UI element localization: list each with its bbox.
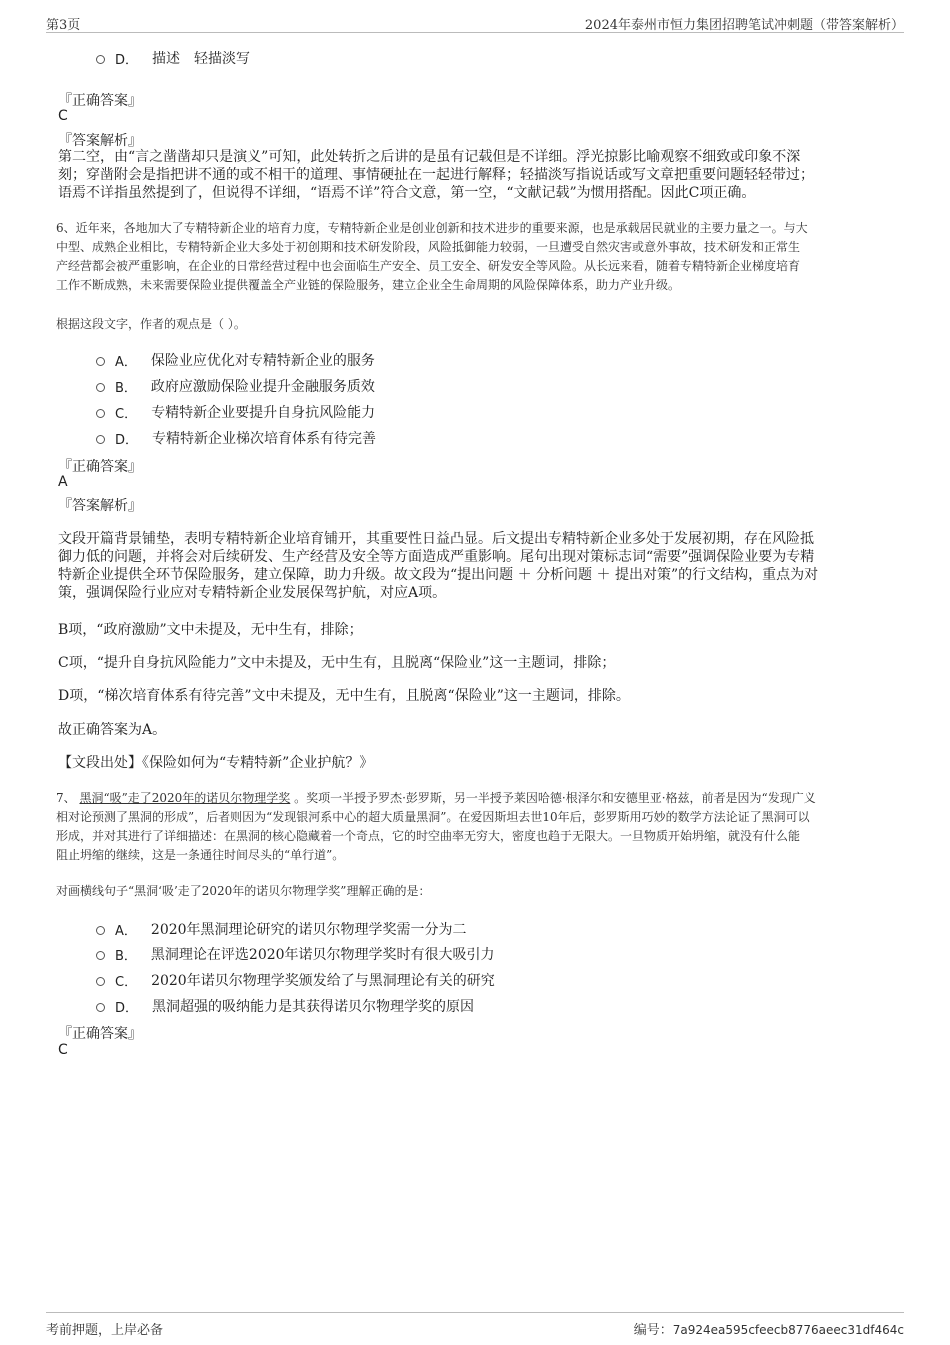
option-text: 专精特新企业梯次培育体系有待完善 (152, 431, 377, 447)
analysis-line: 策，强调保险行业应对专精特新企业发展保驾护航，对应A项。 (58, 585, 447, 601)
q6-correct-answer-label: 『正确答案』 (58, 459, 142, 475)
stem-line: 阻止坍缩的继续，这是一条通往时间尽头的“单行道”。 (56, 848, 345, 862)
q7-option-b[interactable] (96, 944, 495, 964)
q7-option-c[interactable] (96, 970, 495, 990)
footer-slogan: 考前押题，上岸必备 (46, 1323, 164, 1338)
q5-correct-answer-label: 『正确答案』 (58, 93, 142, 109)
radio-icon[interactable] (96, 55, 105, 64)
radio-icon[interactable] (96, 357, 105, 366)
radio-icon[interactable] (96, 977, 105, 986)
q7-option-d[interactable] (96, 996, 474, 1016)
q5-analysis (58, 148, 888, 202)
underlined-sentence: 黑洞“吸”走了2020年的诺贝尔物理学奖 (79, 791, 291, 805)
q7-correct-answer-label: 『正确答案』 (58, 1026, 142, 1042)
stem-line-first (56, 789, 898, 808)
q5-option-d[interactable] (96, 48, 250, 68)
q6-analysis-b: B项，“政府激励”文中未提及，无中生有，排除； (58, 622, 363, 638)
code-label: 编号： (633, 1323, 673, 1338)
radio-icon[interactable] (96, 951, 105, 960)
q5-answer: C (58, 108, 68, 124)
option-text: 2020年黑洞理论研究的诺贝尔物理学奖需一分为二 (150, 922, 467, 938)
analysis-line: 刻；穿凿附会是指把讲不通的或不相干的道理、事情硬扯在一起进行解释；轻描淡写指说话或写文章把重要问题轻轻带过； (58, 167, 814, 183)
q6-answer: A (58, 474, 68, 490)
option-text: 黑洞理论在评选2020年诺贝尔物理学奖时有很大吸引力 (150, 947, 495, 963)
option-text: 黑洞超强的吸纳能力是其获得诺贝尔物理学奖的原因 (152, 999, 475, 1015)
radio-icon[interactable] (96, 409, 105, 418)
option-letter: A． (115, 923, 137, 939)
stem-line: 中型、成熟企业相比，专精特新企业大多处于初创期和技术研发阶段，风险抵御能力较弱，一旦遭受自然灾害或意外事故，技术研发和正常生 (56, 240, 801, 254)
q6-question: 根据这段文字，作者的观点是（ ）。 (56, 317, 246, 331)
option-letter: C． (115, 406, 138, 422)
analysis-line: 语焉不详指虽然提到了，但说得不详细，“语焉不详”符合文意，第一空，“文献记载”为惯用搭配。因此C项正确。 (58, 185, 756, 201)
analysis-line: 御力低的问题，并将会对后续研发、生产经营及安全等方面造成严重影响。尾句出现对策标志词“需要”强调保险业要为专精 (58, 549, 815, 565)
option-letter: B． (115, 380, 137, 396)
radio-icon[interactable] (96, 926, 105, 935)
analysis-line: 文段开篇背景铺垫，表明专精特新企业培育铺开，其重要性日益凸显。后文提出专精特新企业多处于发展初期，存在风险抵 (58, 531, 814, 547)
option-text: 描述 轻描淡写 (152, 51, 251, 67)
q6-option-a[interactable] (96, 350, 375, 370)
stem-text: 。奖项一半授予罗杰·彭罗斯，另一半授予莱因哈德·根泽尔和安德里亚·格兹，前者是因为“发现广义 (294, 791, 816, 805)
q6-analysis-label: 『答案解析』 (58, 498, 142, 514)
page-footer (46, 1312, 904, 1337)
question-number: 7、 (56, 791, 76, 805)
option-text: 2020年诺贝尔物理学奖颁发给了与黑洞理论有关的研究 (151, 973, 495, 989)
option-text: 保险业应优化对专精特新企业的服务 (150, 353, 375, 369)
option-letter: D． (115, 432, 139, 448)
document-title: 2024年泰州市恒力集团招聘笔试冲刺题（带答案解析） (584, 18, 904, 33)
stem-line: 6、近年来，各地加大了专精特新企业的培育力度，专精特新企业是创业创新和技术进步的重要来源，也是承载居民就业的主要力量之一。与大 (56, 221, 808, 235)
code-value: 7a924ea595cfeecb8776aeec31df464c (672, 1323, 904, 1337)
q6-stem (56, 219, 898, 295)
q6-option-b[interactable] (96, 376, 375, 396)
option-letter: D． (115, 52, 139, 68)
q6-analysis-d: D项，“梯次培育体系有待完善”文中未提及，无中生有，且脱离“保险业”这一主题词，排除。 (58, 688, 630, 704)
option-letter: A． (115, 354, 137, 370)
option-text: 专精特新企业要提升自身抗风险能力 (151, 405, 376, 421)
option-letter: B． (115, 948, 137, 964)
q6-analysis (58, 530, 888, 602)
q7-answer: C (58, 1042, 68, 1058)
q6-option-d[interactable] (96, 428, 376, 448)
analysis-line: 第二空，由“言之凿凿却只是演义”可知，此处转折之后讲的是虽有记载但是不详细。浮光掠影比喻观察不细致或印象不深 (58, 149, 801, 165)
document-code (634, 1319, 904, 1338)
q6-option-c[interactable] (96, 402, 375, 422)
q6-source: 【文段出处】《保险如何为“专精特新”企业护航？》 (58, 755, 374, 771)
q7-option-a[interactable] (96, 919, 467, 939)
radio-icon[interactable] (96, 435, 105, 444)
option-letter: C． (115, 974, 138, 990)
radio-icon[interactable] (96, 383, 105, 392)
page-number: 第3页 (46, 18, 81, 33)
q7-stem (56, 789, 898, 865)
option-text: 政府应激励保险业提升金融服务质效 (150, 379, 375, 395)
stem-line: 工作不断成熟，未来需要保险业提供覆盖全产业链的保险服务，建立企业全生命周期的风险保障体系，助力产业升级。 (56, 278, 681, 292)
q7-question: 对画横线句子“黑洞‘吸’走了2020年的诺贝尔物理学奖”理解正确的是： (56, 884, 431, 898)
stem-line: 相对论预测了黑洞的形成”，后者则因为“发现银河系中心的超大质量黑洞”。在爱因斯坦去世10年后，彭罗斯用巧妙的数学方法论证了黑洞可以 (56, 810, 810, 824)
radio-icon[interactable] (96, 1003, 105, 1012)
analysis-line: 特新企业提供全环节保险服务，建立保障，助力升级。故文段为“提出问题 ＋ 分析问题 ＋ 提出对策”的行文结构，重点为对 (58, 567, 819, 583)
option-letter: D． (115, 1000, 139, 1016)
stem-line: 形成，并对其进行了详细描述：在黑洞的核心隐藏着一个奇点，它的时空曲率无穷大，密度也趋于无限大。一旦物质开始坍缩，就没有什么能 (56, 829, 801, 843)
q6-analysis-c: C项，“提升自身抗风险能力”文中未提及，无中生有，且脱离“保险业”这一主题词，排除； (58, 655, 616, 671)
q5-analysis-label: 『答案解析』 (58, 133, 142, 149)
q6-conclusion: 故正确答案为A。 (58, 722, 167, 738)
stem-line: 产经营都会被严重影响，在企业的日常经营过程中也会面临生产安全、员工安全、研发安全等风险。从长远来看，随着专精特新企业梯度培育 (56, 259, 801, 273)
page-header (46, 10, 904, 33)
